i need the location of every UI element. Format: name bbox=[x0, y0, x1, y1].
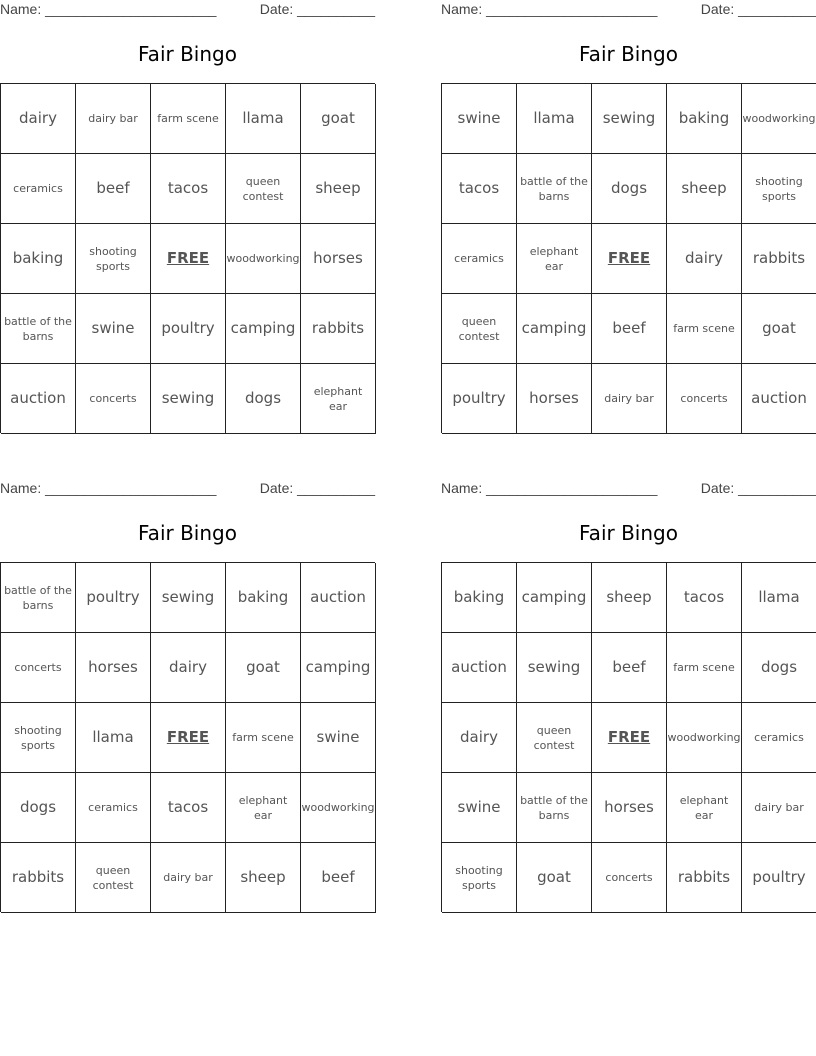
bingo-cell: battle of the barns bbox=[517, 154, 592, 224]
bingo-cell: llama bbox=[742, 563, 816, 633]
bingo-cell: elephant ear bbox=[517, 224, 592, 294]
bingo-cell: queen contest bbox=[442, 294, 517, 364]
bingo-cell: shooting sports bbox=[76, 224, 151, 294]
bingo-cell: swine bbox=[301, 703, 376, 773]
bingo-cell: tacos bbox=[442, 154, 517, 224]
bingo-cell: goat bbox=[301, 84, 376, 154]
bingo-cell: sheep bbox=[667, 154, 742, 224]
bingo-cell: shooting sports bbox=[442, 843, 517, 913]
bingo-cell: ceramics bbox=[742, 703, 816, 773]
bingo-cell: ceramics bbox=[1, 154, 76, 224]
bingo-cell: farm scene bbox=[667, 633, 742, 703]
bingo-cell: farm scene bbox=[151, 84, 226, 154]
name-line: Name: ______________________ bbox=[0, 1, 217, 17]
bingo-cell: rabbits bbox=[1, 843, 76, 913]
bingo-grid bbox=[441, 562, 816, 912]
bingo-cell: tacos bbox=[667, 563, 742, 633]
bingo-cell: dogs bbox=[226, 364, 301, 434]
bingo-cell: baking bbox=[442, 563, 517, 633]
bingo-cell: rabbits bbox=[301, 294, 376, 364]
bingo-cell: beef bbox=[592, 633, 667, 703]
bingo-cell: dairy bar bbox=[151, 843, 226, 913]
bingo-cell: sewing bbox=[517, 633, 592, 703]
bingo-cell: goat bbox=[226, 633, 301, 703]
bingo-cell: rabbits bbox=[742, 224, 816, 294]
bingo-cell: camping bbox=[517, 294, 592, 364]
bingo-cell: rabbits bbox=[667, 843, 742, 913]
bingo-cell: poultry bbox=[151, 294, 226, 364]
bingo-cell: dairy bbox=[442, 703, 517, 773]
bingo-grid bbox=[441, 83, 816, 433]
bingo-cell: beef bbox=[76, 154, 151, 224]
bingo-cell: tacos bbox=[151, 154, 226, 224]
bingo-cell: horses bbox=[592, 773, 667, 843]
bingo-cell: llama bbox=[517, 84, 592, 154]
bingo-cell: auction bbox=[1, 364, 76, 434]
bingo-cell: dogs bbox=[592, 154, 667, 224]
card-title: Fair Bingo bbox=[579, 42, 678, 66]
bingo-cell: poultry bbox=[742, 843, 816, 913]
bingo-cell: woodworking bbox=[667, 703, 742, 773]
name-line: Name: ______________________ bbox=[441, 480, 658, 496]
bingo-cell: ceramics bbox=[442, 224, 517, 294]
free-space: FREE bbox=[151, 703, 226, 773]
bingo-cell: poultry bbox=[76, 563, 151, 633]
bingo-cell: beef bbox=[301, 843, 376, 913]
bingo-cell: shooting sports bbox=[742, 154, 816, 224]
bingo-cell: poultry bbox=[442, 364, 517, 434]
bingo-cell: woodworking bbox=[742, 84, 816, 154]
free-space: FREE bbox=[592, 224, 667, 294]
bingo-cell: camping bbox=[301, 633, 376, 703]
bingo-cell: concerts bbox=[1, 633, 76, 703]
bingo-cell: llama bbox=[226, 84, 301, 154]
card-title: Fair Bingo bbox=[138, 521, 237, 545]
date-line: Date: __________ bbox=[259, 480, 375, 496]
bingo-cell: sewing bbox=[592, 84, 667, 154]
bingo-cell: queen contest bbox=[517, 703, 592, 773]
name-line: Name: ______________________ bbox=[441, 1, 658, 17]
bingo-cell: farm scene bbox=[667, 294, 742, 364]
bingo-cell: camping bbox=[226, 294, 301, 364]
bingo-cell: elephant ear bbox=[667, 773, 742, 843]
bingo-cell: battle of the barns bbox=[517, 773, 592, 843]
bingo-cell: dairy bbox=[151, 633, 226, 703]
bingo-cell: swine bbox=[442, 84, 517, 154]
bingo-cell: sheep bbox=[301, 154, 376, 224]
bingo-cell: beef bbox=[592, 294, 667, 364]
date-line: Date: __________ bbox=[700, 1, 816, 17]
bingo-cell: auction bbox=[742, 364, 816, 434]
bingo-grid bbox=[0, 562, 375, 912]
bingo-cell: dairy bar bbox=[76, 84, 151, 154]
date-line: Date: __________ bbox=[700, 480, 816, 496]
bingo-cell: baking bbox=[226, 563, 301, 633]
card-title: Fair Bingo bbox=[579, 521, 678, 545]
bingo-cell: concerts bbox=[76, 364, 151, 434]
bingo-cell: swine bbox=[442, 773, 517, 843]
bingo-cell: elephant ear bbox=[301, 364, 376, 434]
bingo-cell: battle of the barns bbox=[1, 294, 76, 364]
bingo-cell: horses bbox=[517, 364, 592, 434]
bingo-cell: sewing bbox=[151, 563, 226, 633]
bingo-cell: shooting sports bbox=[1, 703, 76, 773]
bingo-cell: auction bbox=[442, 633, 517, 703]
bingo-cell: dogs bbox=[1, 773, 76, 843]
bingo-cell: auction bbox=[301, 563, 376, 633]
free-space: FREE bbox=[592, 703, 667, 773]
bingo-cell: goat bbox=[742, 294, 816, 364]
bingo-cell: swine bbox=[76, 294, 151, 364]
bingo-cell: tacos bbox=[151, 773, 226, 843]
bingo-cell: queen contest bbox=[226, 154, 301, 224]
bingo-cell: horses bbox=[76, 633, 151, 703]
bingo-cell: dairy bbox=[1, 84, 76, 154]
bingo-cell: concerts bbox=[667, 364, 742, 434]
bingo-cell: dairy bar bbox=[742, 773, 816, 843]
bingo-cell: baking bbox=[1, 224, 76, 294]
bingo-cell: battle of the barns bbox=[1, 563, 76, 633]
bingo-cell: baking bbox=[667, 84, 742, 154]
card-title: Fair Bingo bbox=[138, 42, 237, 66]
bingo-grid bbox=[0, 83, 375, 433]
bingo-cell: llama bbox=[76, 703, 151, 773]
bingo-cell: dairy bbox=[667, 224, 742, 294]
bingo-cell: queen contest bbox=[76, 843, 151, 913]
bingo-cell: concerts bbox=[592, 843, 667, 913]
bingo-cell: sewing bbox=[151, 364, 226, 434]
bingo-cell: goat bbox=[517, 843, 592, 913]
bingo-cell: dairy bar bbox=[592, 364, 667, 434]
bingo-cell: sheep bbox=[226, 843, 301, 913]
bingo-cell: camping bbox=[517, 563, 592, 633]
date-line: Date: __________ bbox=[259, 1, 375, 17]
bingo-cell: ceramics bbox=[76, 773, 151, 843]
name-line: Name: ______________________ bbox=[0, 480, 217, 496]
free-space: FREE bbox=[151, 224, 226, 294]
bingo-cell: woodworking bbox=[301, 773, 376, 843]
bingo-cell: farm scene bbox=[226, 703, 301, 773]
bingo-cell: dogs bbox=[742, 633, 816, 703]
bingo-cell: elephant ear bbox=[226, 773, 301, 843]
bingo-cell: horses bbox=[301, 224, 376, 294]
bingo-cell: woodworking bbox=[226, 224, 301, 294]
bingo-cell: sheep bbox=[592, 563, 667, 633]
